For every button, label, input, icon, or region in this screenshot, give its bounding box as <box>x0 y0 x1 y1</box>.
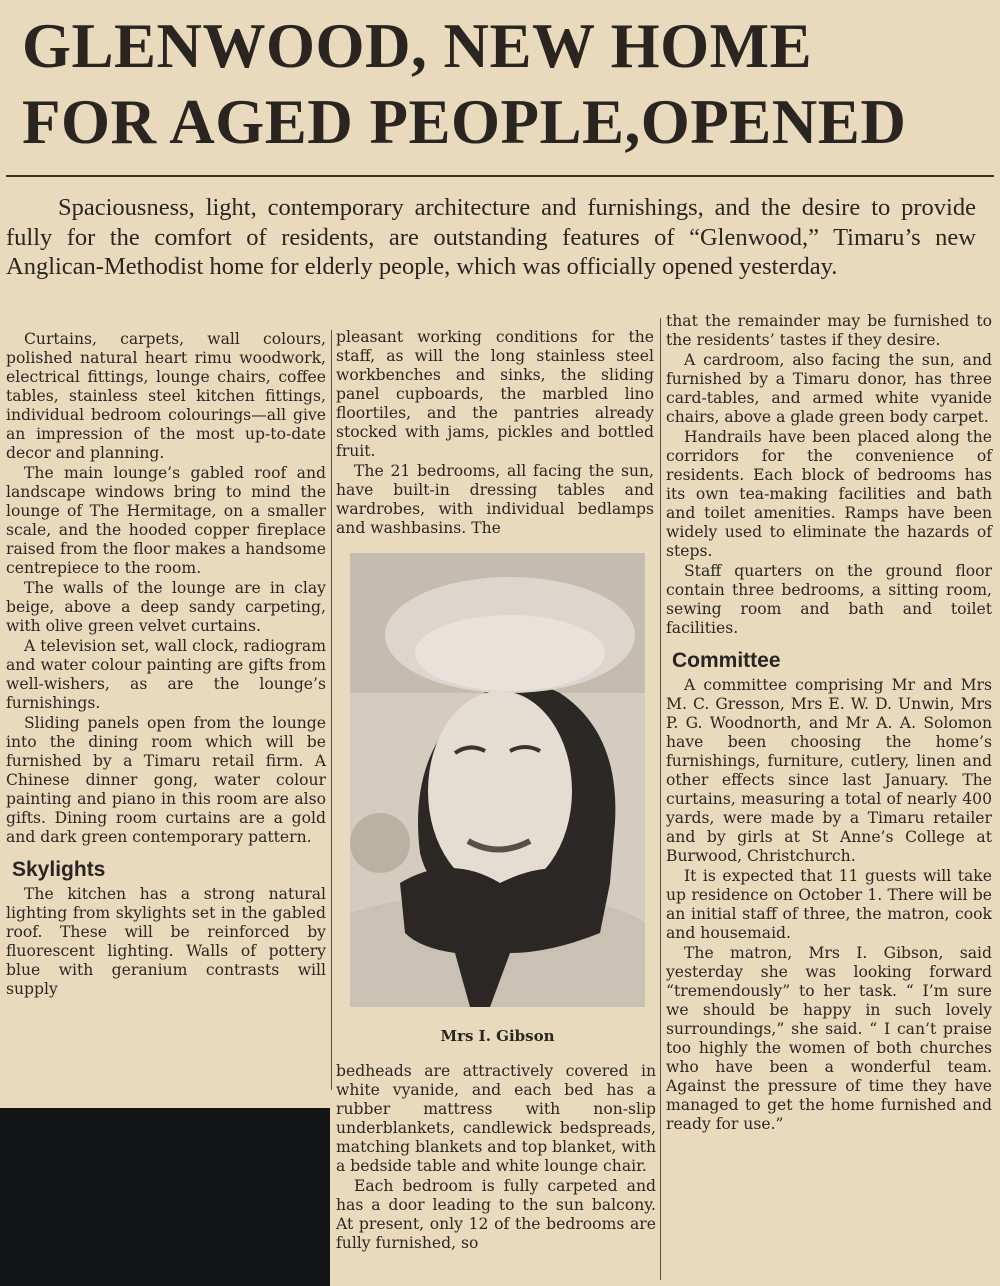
article-column-3 <box>666 312 992 1135</box>
paragraph: The matron, Mrs I. Gibson, said yesterday she was looking forward “tremendously” to her task. “ I’m sure we should be happy in such lovely surroundings,” she said. “ I can’t praise too highly the women of both churches who have been a wonderful team. Against the pressure of time they have managed to get the home furnished and ready for use.” <box>666 944 992 1133</box>
lead-paragraph: Spaciousness, light, contemporary architecture and furnishings, and the desire to provide fully for the comfort of residents, are outstanding features of “Glenwood,” Timaru’s new Anglican-Methodist home for elderly people, which was officially opened yesterday. <box>6 194 976 280</box>
paragraph: that the remainder may be furnished to the residents’ tastes if they desire. <box>666 312 992 349</box>
article-column-2 <box>336 328 654 539</box>
paragraph: bedheads are attractively covered in white vyanide, and each bed has a rubber mattress with non-slip underblankets, candlewick bedspreads, matching blankets and top blanket, with a bedside table and white lounge chair. <box>336 1062 656 1175</box>
paragraph: pleasant working conditions for the staff, as will the long stainless steel workbenches and sinks, the sliding panel cupboards, the marbled lino floortiles, and the pantries already stocked with jams, pickles and bottled fruit. <box>336 328 654 460</box>
headline-line-1: GLENWOOD, NEW HOME <box>22 11 813 81</box>
photo-caption: Mrs I. Gibson <box>440 1027 555 1045</box>
subheading-skylights: Skylights <box>12 858 106 881</box>
subheading-committee: Committee <box>672 649 781 672</box>
paragraph: Curtains, carpets, wall colours, polished natural heart rimu woodwork, electrical fittings, lounge chairs, coffee tables, stainless steel kitchen fittings, individual bedroom colourings—all give an impression of the most up-to-date decor and planning. <box>6 330 326 462</box>
paragraph: Each bedroom is fully carpeted and has a door leading to the sun balcony. At present, only 12 of the bedrooms are fully furnished, so <box>336 1177 656 1252</box>
paragraph: A committee comprising Mr and Mrs M. C. Gresson, Mrs E. W. D. Unwin, Mrs P. G. Woodnorth, and Mr A. A. Solomon have been choosing the home’s furnishings, furniture, cutlery, linen and other effects since last January. The curtains, measuring a total of nearly 400 yards, were made by a Timaru retailer and by girls at St Anne’s College at Burwood, Christchurch. <box>666 676 992 865</box>
paragraph: Sliding panels open from the lounge into the dining room which will be furnished by a Timaru retail firm. A Chinese dinner gong, water colour painting and piano in this room are also gifts. Dining room curtains are a gold and dark green contemporary pattern. <box>6 714 326 846</box>
portrait-photo-graphic <box>350 553 645 1007</box>
paragraph: It is expected that 11 guests will take up residence on October 1. There will be an initial staff of three, the matron, cook and housemaid. <box>666 867 992 942</box>
paragraph: The walls of the lounge are in clay beige, above a deep sandy carpeting, with olive green velvet curtains. <box>6 579 326 635</box>
column-divider <box>331 330 332 1090</box>
paragraph: Handrails have been placed along the corridors for the convenience of residents. Each block of bedrooms has its own tea-making facilities and bath and toilet amenities. Ramps have been widely used to eliminate the hazards of steps. <box>666 428 992 560</box>
paragraph: The kitchen has a strong natural lighting from skylights set in the gabled roof. These will be reinforced by fluorescent lighting. Walls of pottery blue with geranium contrasts will supply <box>6 885 326 998</box>
paragraph: The 21 bedrooms, all facing the sun, have built-in dressing tables and wardrobes, with individual bedlamps and washbasins. The <box>336 462 654 537</box>
paragraph: The main lounge’s gabled roof and landscape windows bring to mind the lounge of The Hermitage, on a smaller scale, and the hooded copper fireplace raised from the floor makes a handsome centrepiece to the room. <box>6 464 326 577</box>
headline <box>22 8 982 160</box>
article-column-2-continued <box>336 1062 656 1254</box>
portrait-photo <box>350 553 645 1007</box>
headline-rule <box>6 175 994 177</box>
article-column-1 <box>6 330 326 1000</box>
column-divider <box>660 318 661 1280</box>
headline-line-2: FOR AGED PEOPLE,OPENED <box>22 87 907 157</box>
dark-backing-area <box>0 1108 330 1286</box>
paragraph: A cardroom, also facing the sun, and furnished by a Timaru donor, has three card-tables, and armed white vyanide chairs, above a glade green body carpet. <box>666 351 992 426</box>
paragraph: A television set, wall clock, radiogram and water colour painting are gifts from well-wishers, as are the lounge’s furnishings. <box>6 637 326 712</box>
paragraph: Staff quarters on the ground floor contain three bedrooms, a sitting room, sewing room and bath and toilet facilities. <box>666 562 992 637</box>
